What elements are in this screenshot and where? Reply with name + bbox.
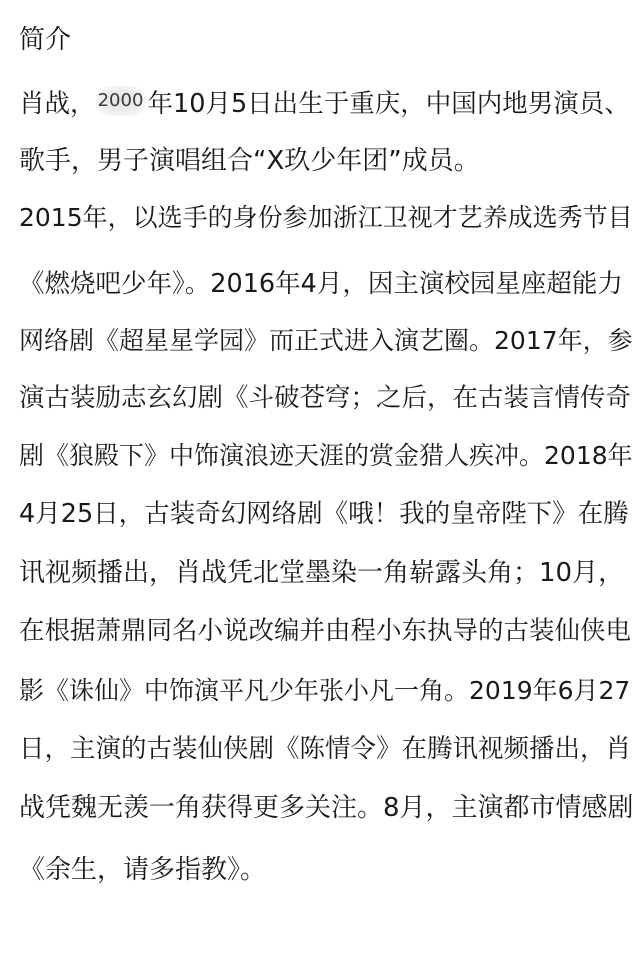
paragraph-line-14: 《余生，请多指教》。 <box>19 855 267 885</box>
paragraph-line-7: 剧《狼殿下》中饰演浪迹天涯的赏金猎人疾冲。2018年 <box>19 441 633 470</box>
paragraph-line-3: 2015年，以选手的身份参加浙江卫视才艺养成选秀节目 <box>19 203 633 232</box>
paragraph-line-11: 影《诛仙》中饰演平凡少年张小凡一角。2019年6月27 <box>19 676 631 705</box>
paragraph-line-12: 日，主演的古装仙侠剧《陈情令》在腾讯视频播出，肖 <box>19 734 632 764</box>
paragraph-line-10: 在根据萧鼎同名小说改编并由程小东执导的古装仙侠电 <box>19 616 632 646</box>
section-heading: 简介 <box>19 25 72 55</box>
paragraph-line-9: 讯视频播出，肖战凭北堂墨染一角崭露头角；10月， <box>19 558 625 588</box>
paragraph-line-1 <box>19 86 630 122</box>
paragraph-line-13: 战凭魏无羡一角获得更多关注。8月，主演都市情感剧 <box>19 793 634 823</box>
paragraph-line-5: 网络剧《超星星学园》而正式进入演艺圈。2017年，参 <box>19 326 633 355</box>
line-1-suffix: 年10月5日出生于重庆，中国内地男演员、 <box>147 89 630 119</box>
line-1-prefix: 肖战， <box>19 89 96 119</box>
paragraph-line-8: 4月25日，古装奇幻网络剧《哦！我的皇帝陛下》在腾 <box>19 499 629 529</box>
paragraph-line-4: 《燃烧吧少年》。2016年4月，因主演校园星座超能力 <box>19 269 623 299</box>
paragraph-line-2: 歌手，男子演唱组合“X玖少年团”成员。 <box>19 146 480 176</box>
paragraph-line-6: 演古装励志玄幻剧《斗破苍穹；之后，在古装言情传奇 <box>19 383 632 413</box>
redacted-year-smudge: 2000 <box>96 86 146 116</box>
